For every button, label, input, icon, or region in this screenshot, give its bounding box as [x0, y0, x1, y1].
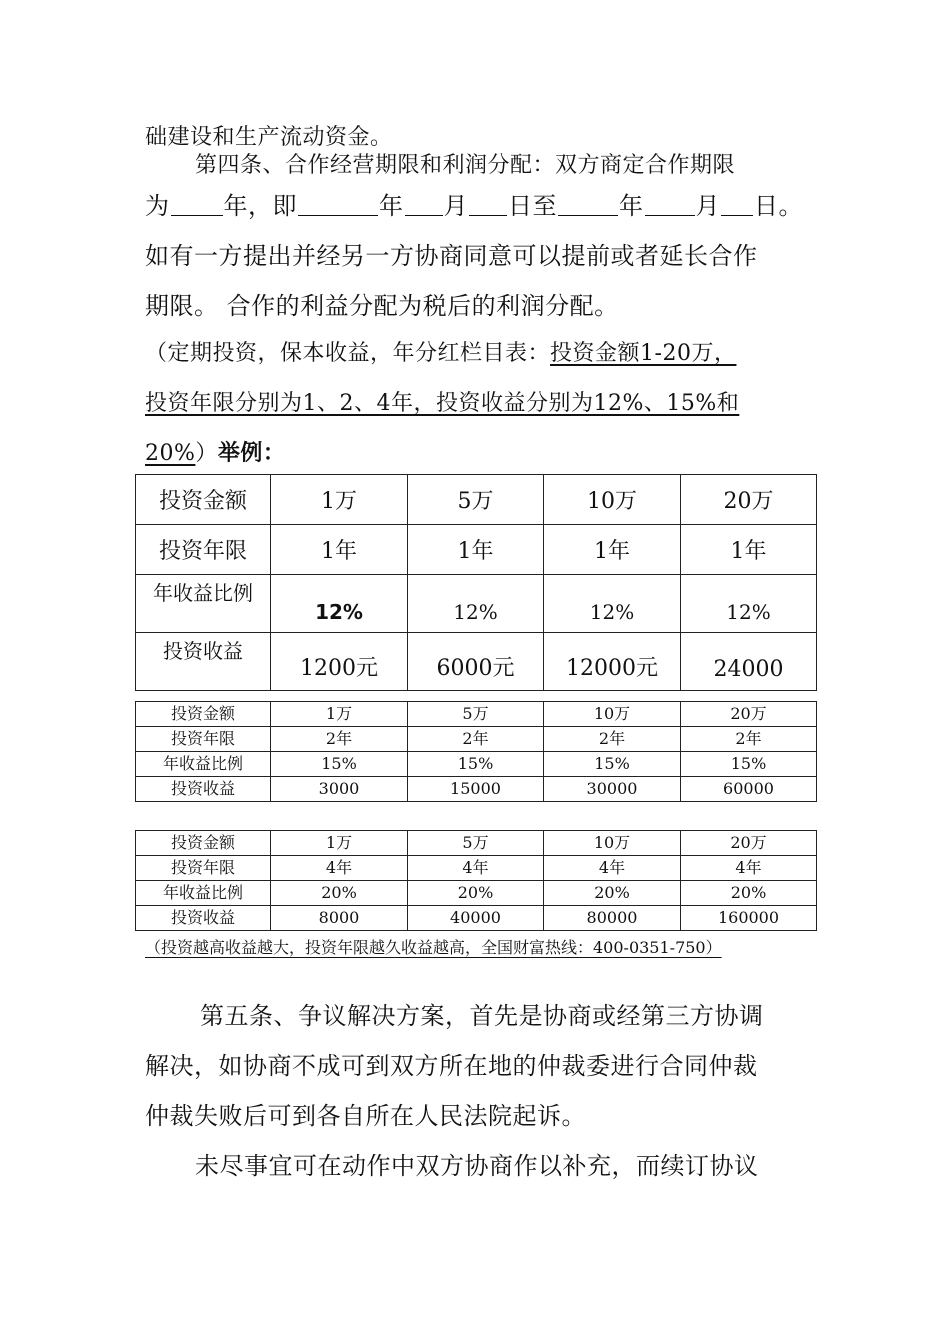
- table-cell: 10万: [544, 702, 681, 727]
- table-cell: 5万: [408, 475, 544, 525]
- table-cell: 20%: [271, 881, 408, 906]
- table-cell: 4年: [681, 856, 817, 881]
- row-header-amount: 投资金额: [136, 702, 271, 727]
- table-cell: 15%: [408, 752, 544, 777]
- table-cell: 1万: [271, 831, 408, 856]
- table-row: [136, 752, 817, 777]
- row-header-term: 投资年限: [136, 856, 271, 881]
- table-row: [136, 906, 817, 931]
- table-cell: 15%: [271, 752, 408, 777]
- investment-terms-line: 投资年限分别为1、2、4年，投资收益分别为12%、15%和: [145, 391, 740, 416]
- table-cell: 3000: [271, 777, 408, 802]
- table-row: [136, 856, 817, 881]
- table-cell: 4年: [271, 856, 408, 881]
- start-year-blank[interactable]: [298, 197, 378, 216]
- row-header-term: 投资年限: [136, 727, 271, 752]
- row-header-rate: 年收益比例: [136, 752, 271, 777]
- hotline-note: （投资越高收益越大，投资年限越久收益越高，全国财富热线：400-0351-750）: [145, 938, 722, 957]
- row-header-amount: 投资金额: [136, 831, 271, 856]
- table-cell: 6000元: [408, 633, 544, 691]
- table-row: [136, 831, 817, 856]
- table-cell: 12000元: [544, 633, 681, 691]
- article4-heading: 第四条、合作经营期限和利润分配：双方商定合作期限: [195, 153, 736, 178]
- example-label: 举例：: [217, 440, 286, 466]
- table-row: [136, 633, 817, 691]
- table-cell: 160000: [681, 906, 817, 931]
- table-cell: 20%: [408, 881, 544, 906]
- table-cell: 10万: [544, 831, 681, 856]
- row-header-amount: 投资金额: [136, 475, 271, 525]
- table-cell: 2年: [681, 727, 817, 752]
- table-cell: 4年: [408, 856, 544, 881]
- intro-text: （定期投资，保本收益，年分红栏目表：: [145, 341, 551, 366]
- end-year-blank[interactable]: [558, 197, 618, 216]
- investment-table-4-year: [135, 830, 817, 931]
- table-cell: 2年: [408, 727, 544, 752]
- table-cell: 1年: [681, 525, 817, 575]
- term-text: 年: [619, 192, 644, 220]
- term-text: 为: [145, 192, 170, 220]
- paragraph-line: 期限。 合作的利益分配为税后的利润分配。: [145, 292, 619, 320]
- table-cell: 10万: [544, 475, 681, 525]
- term-text: 年，即: [223, 192, 297, 220]
- row-header-return: 投资收益: [136, 906, 271, 931]
- table-cell: 20万: [681, 475, 817, 525]
- table-cell: 12%: [681, 575, 817, 633]
- table-cell: 1万: [271, 702, 408, 727]
- table-cell: 2年: [544, 727, 681, 752]
- closing-line: 未尽事宜可在动作中双方协商作以补充，而续订协议: [195, 1152, 759, 1180]
- amount-range-text: 投资金额1-20万，: [550, 341, 737, 366]
- table-cell: 2年: [271, 727, 408, 752]
- table-cell: 15%: [544, 752, 681, 777]
- table-cell: 12%: [408, 575, 544, 633]
- article5-heading: 第五条、争议解决方案，首先是协商或经第三方协调: [200, 1002, 764, 1030]
- table-cell: 5万: [408, 831, 544, 856]
- investment-table-2-year: [135, 701, 817, 802]
- table-cell: 80000: [544, 906, 681, 931]
- table-cell: 15000: [408, 777, 544, 802]
- term-text: 月: [695, 192, 720, 220]
- table-cell: 12%: [271, 575, 408, 633]
- years-blank[interactable]: [171, 197, 223, 216]
- table-cell: 40000: [408, 906, 544, 931]
- table-cell: 1年: [271, 525, 408, 575]
- table-cell: 1万: [271, 475, 408, 525]
- table-cell: 1200元: [271, 633, 408, 691]
- table-cell: 20万: [681, 702, 817, 727]
- paragraph-line: 础建设和生产流动资金。: [145, 125, 393, 150]
- start-day-blank[interactable]: [469, 197, 507, 216]
- table-cell: 1年: [408, 525, 544, 575]
- table-row: [136, 702, 817, 727]
- investment-intro-line: [145, 336, 736, 367]
- table-cell: 4年: [544, 856, 681, 881]
- table-cell: 24000: [681, 633, 817, 691]
- table-cell: 20万: [681, 831, 817, 856]
- start-month-blank[interactable]: [405, 197, 443, 216]
- table-cell: 8000: [271, 906, 408, 931]
- table-row: [136, 881, 817, 906]
- investment-table-1-year: [135, 474, 817, 691]
- table-row: [136, 575, 817, 633]
- row-header-return: 投资收益: [136, 633, 271, 691]
- table-row: [136, 777, 817, 802]
- paragraph-line: 解决，如协商不成可到双方所在地的仲裁委进行合同仲裁: [145, 1052, 758, 1080]
- table-cell: 15%: [681, 752, 817, 777]
- paragraph-line: 仲裁失败后可到各自所在人民法院起诉。: [145, 1102, 586, 1130]
- row-header-return: 投资收益: [136, 777, 271, 802]
- table-cell: 20%: [681, 881, 817, 906]
- paragraph-line: 如有一方提出并经另一方协商同意可以提前或者延长合作: [145, 242, 758, 270]
- table-cell: 20%: [544, 881, 681, 906]
- table-cell: 30000: [544, 777, 681, 802]
- table-cell: 5万: [408, 702, 544, 727]
- term-text: 日。: [754, 192, 803, 220]
- table-cell: 60000: [681, 777, 817, 802]
- table-cell: 1年: [544, 525, 681, 575]
- table-cell: 12%: [544, 575, 681, 633]
- row-header-rate: 年收益比例: [136, 575, 271, 633]
- term-text: 日至: [508, 192, 557, 220]
- paren-text: ）: [195, 441, 218, 466]
- example-heading-line: [145, 436, 285, 467]
- percent-text: 20%: [145, 441, 196, 466]
- table-row: [136, 475, 817, 525]
- term-text: 月: [443, 192, 468, 220]
- table-row: [136, 727, 817, 752]
- table-row: [136, 525, 817, 575]
- end-month-blank[interactable]: [645, 197, 695, 216]
- row-header-rate: 年收益比例: [136, 881, 271, 906]
- term-text: 年: [379, 192, 404, 220]
- end-day-blank[interactable]: [721, 197, 753, 216]
- contract-term-line: [145, 186, 803, 221]
- row-header-term: 投资年限: [136, 525, 271, 575]
